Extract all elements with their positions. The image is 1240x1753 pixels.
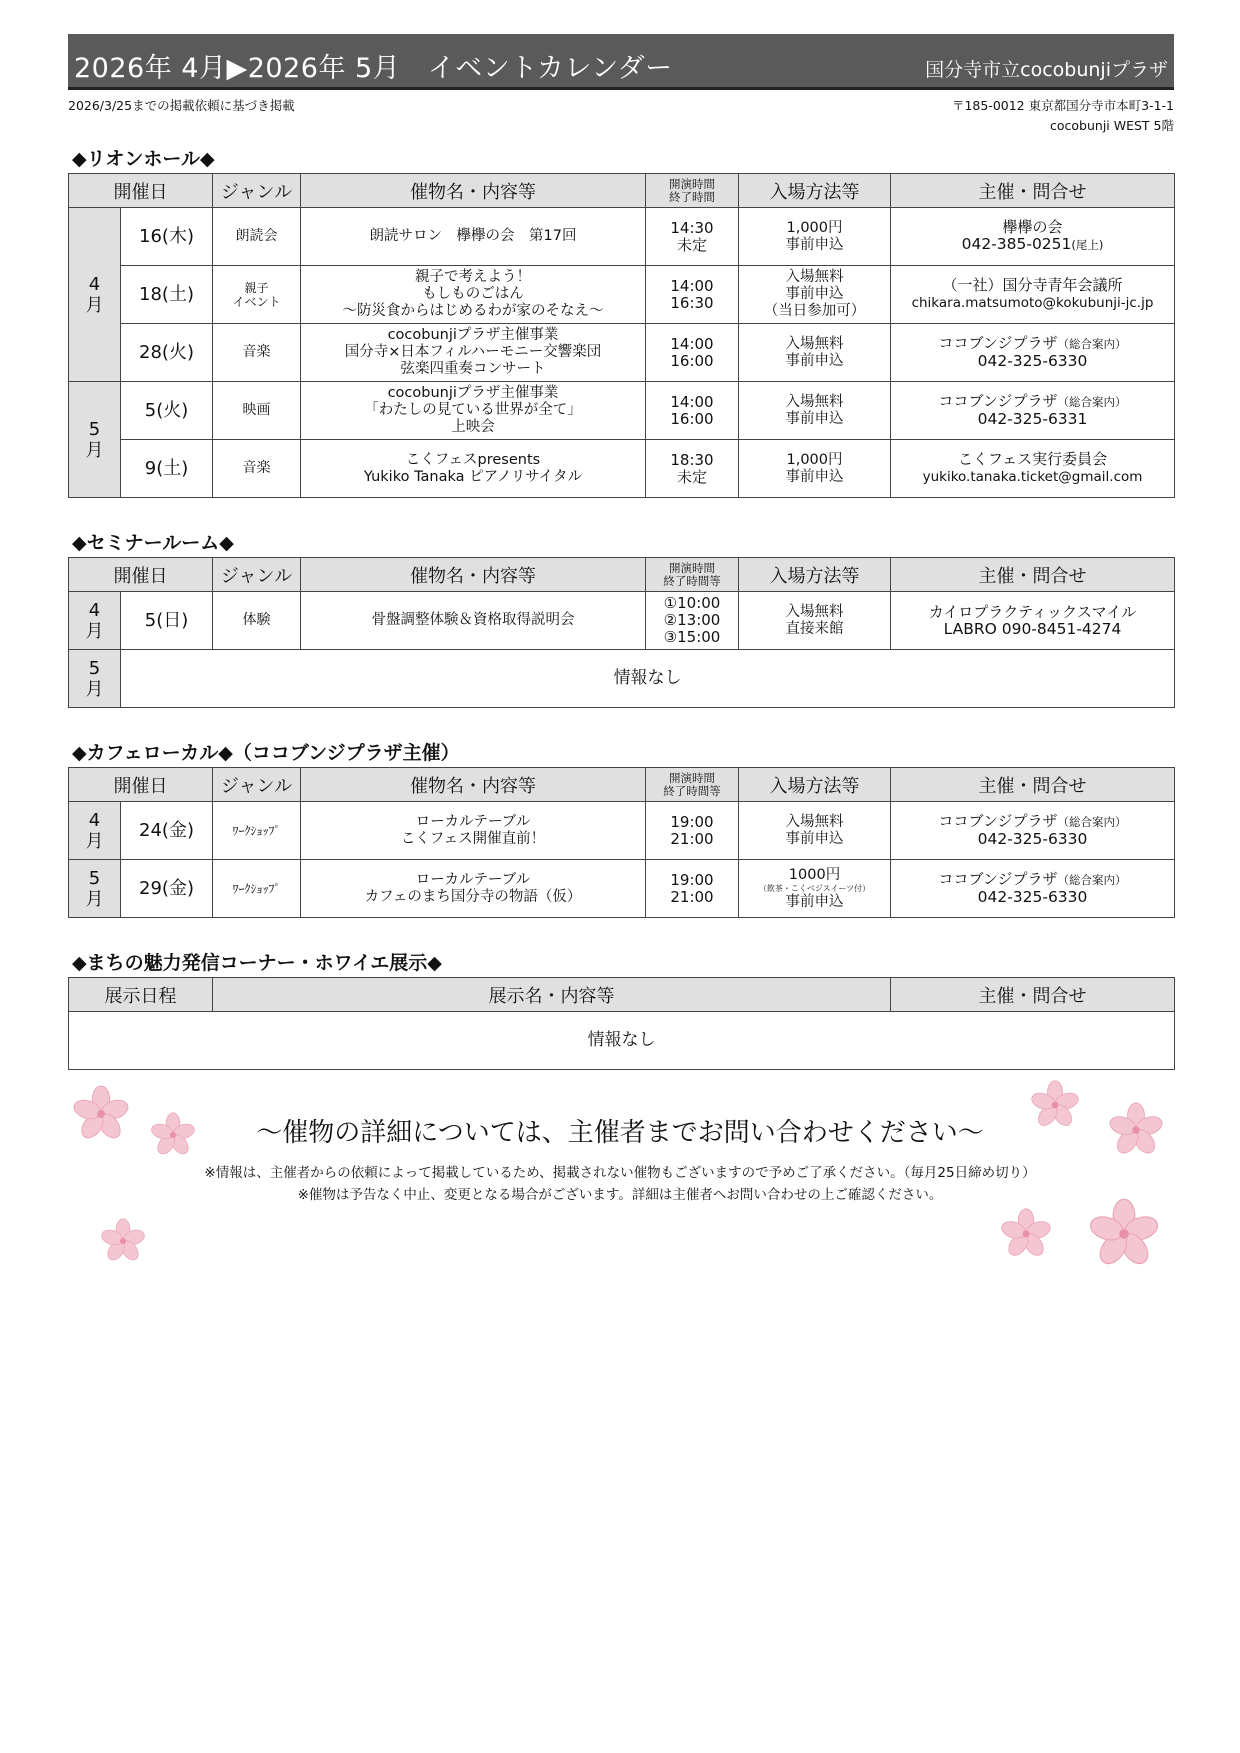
col-contact: 主催・問合せ: [891, 978, 1175, 1012]
table-row: 18(土) 親子 イベント 親子で考えよう！ もしものごはん 〜防災食からはじめるわが家のそなえ〜 14:00 16:30 入場無料 事前申込 （当日参加可） （一社）国分寺青年会議所 chikara.matsumoto@kokubunji-jc.jp: [69, 266, 1175, 324]
month-may: 5 月: [69, 650, 121, 708]
table-row: 28(火) 音楽 cocobunjiプラザ主催事業 国分寺×日本フィルハーモニー交響楽団 弦楽四重奏コンサート 14:00 16:00 入場無料 事前申込 ココブンジプラザ（総合案内） 042-325-6330: [69, 324, 1175, 382]
table-header-row: [69, 978, 1175, 1012]
section-title-foyer: ◆まちの魅力発信コーナー・ホワイエ展示◆: [72, 952, 442, 974]
footer-notes: ※情報は、主催者からの依頼によって掲載しているため、掲載されない催物もございますので予めご了承ください。（毎月25日締め切り） ※催物は予告なく中止、変更となる場合がございます。詳細は主催者へお問い合わせの上ご確認ください。: [204, 1165, 1036, 1203]
cherry-blossom-icon: [1000, 1208, 1052, 1260]
address: 〒185-0012 東京都国分寺市本町3-1-1 cocobunji WEST 5階: [951, 98, 1174, 133]
foyer-table: [68, 977, 1175, 1070]
rion-hall-table: [68, 173, 1175, 498]
col-exhibit-name: 展示名・内容等: [213, 978, 891, 1012]
seminar-room-table: [68, 557, 1175, 708]
month-may: 5 月: [69, 382, 121, 498]
sub-info: [68, 96, 1174, 136]
table-row: 4 月 24(金) ﾜｰｸｼｮｯﾌﾟ ローカルテーブル こくフェス開催直前！ 19:00 21:00 入場無料 事前申込 ココブンジプラザ（総合案内） 042-325-6330: [69, 802, 1175, 860]
calendar-page: [68, 34, 1174, 1070]
table-row: 4 月 16(木) 朗読会 朗読サロン 欅欅の会 第17回 14:30 未定 1,000円 事前申込 欅欅の会 042-385-0251(尾上): [69, 208, 1175, 266]
col-exhibit-date: 展示日程: [69, 978, 213, 1012]
table-row: 9(土) 音楽 こくフェスpresents Yukiko Tanaka ピアノリサイタル 18:30 未定 1,000円 事前申込 こくフェス実行委員会 yukiko.tanaka.ticket@gmail.com: [69, 440, 1175, 498]
month-may: 5 月: [69, 860, 121, 918]
month-april: 4 月: [69, 802, 121, 860]
cherry-blossom-icon: [72, 1085, 130, 1143]
no-info-text: 情報なし: [69, 1012, 1175, 1070]
no-info-text: 情報なし: [121, 650, 1175, 708]
cherry-blossom-icon: [1030, 1080, 1080, 1130]
notice-text: 2026/3/25までの掲載依頼に基づき掲載: [68, 98, 295, 113]
section-title-seminar-room: ◆セミナールーム◆: [72, 532, 234, 554]
col-contact: 主催・問合せ: [891, 174, 1175, 208]
col-date: 開催日: [69, 174, 213, 208]
page-title: 2026年 4月▶2026年 5月 イベントカレンダー: [74, 53, 673, 84]
section-title-cafe-local: ◆カフェローカル◆（ココブンジプラザ主催）: [72, 742, 460, 764]
cherry-blossom-icon: [1108, 1102, 1164, 1158]
cherry-blossom-icon: [150, 1112, 196, 1158]
table-header-row: 開催日 ジャンル 催物名・内容等 開演時間 終了時間等 入場方法等 主催・問合せ: [69, 768, 1175, 802]
month-april: 4 月: [69, 592, 121, 650]
footer-message: 〜催物の詳細については、主催者までお問い合わせください〜: [256, 1118, 984, 1148]
table-row: 5 月 29(金) ﾜｰｸｼｮｯﾌﾟ ローカルテーブル カフェのまち国分寺の物語（仮） 19:00 21:00 1000円 （飲茶・こくベジスイーツ付） 事前申込 ココブンジプラザ（総合案内） 042-325-6330: [69, 860, 1175, 918]
table-row: 4 月 5(日) 体験 骨盤調整体験＆資格取得説明会 ①10:00 ②13:00 ③15:00 入場無料 直接来館 カイロプラクティックスマイル LABRO 090-8451-4274: [69, 592, 1175, 650]
table-header-row: [69, 174, 1175, 208]
table-row: 5 月 5(火) 映画 cocobunjiプラザ主催事業 「わたしの見ている世界が全て」 上映会 14:00 16:00 入場無料 事前申込 ココブンジプラザ（総合案内） 042-325-6331: [69, 382, 1175, 440]
month-april: 4 月: [69, 208, 121, 382]
cherry-blossom-icon: [1088, 1198, 1160, 1270]
cafe-local-table: [68, 767, 1175, 918]
table-row: [69, 650, 1175, 708]
table-row: [69, 1012, 1175, 1070]
section-title-rion-hall: ◆リオンホール◆: [72, 148, 215, 170]
col-event: 催物名・内容等: [301, 174, 646, 208]
organization-name: 国分寺市立cocobunjiプラザ: [925, 59, 1168, 81]
col-time: 開演時間 終了時間: [646, 174, 739, 208]
col-entry: 入場方法等: [739, 174, 891, 208]
table-header-row: 開催日 ジャンル 催物名・内容等 開演時間 終了時間等 入場方法等 主催・問合せ: [69, 558, 1175, 592]
cherry-blossom-icon: [100, 1218, 146, 1264]
col-genre: ジャンル: [213, 174, 301, 208]
header-bar: [68, 34, 1174, 90]
